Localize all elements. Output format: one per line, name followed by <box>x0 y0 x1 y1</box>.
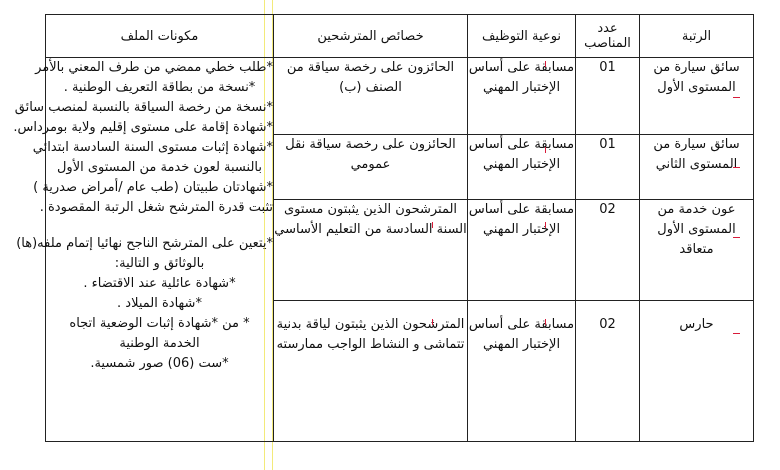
file-item: *شهادة إقامة على مستوى إقليم ولاية بومرداس. <box>13 120 273 135</box>
pen-mark <box>733 167 740 168</box>
file-spacer <box>46 218 273 234</box>
candidate-traits-cell: المترشحون الذين يثبتون لياقة بدنية تتماشى و النشاط الواجب ممارسته <box>274 301 468 442</box>
header-file-contents: مكونات الملف <box>46 15 274 58</box>
file-item: بالوثائق و التالية: <box>114 256 205 271</box>
pen-mark <box>545 319 546 325</box>
file-item: *نسخة من بطاقة التعريف الوطنية . <box>63 80 256 95</box>
rank-cell: عون خدمة من المستوى الأول متعاقد <box>640 200 754 301</box>
file-item: *شهادتان طبيتان (طب عام /أمراض صدرية ) <box>33 180 273 195</box>
recruitment-type-cell: مسابقة على أساس الإختبار المهني <box>468 135 576 200</box>
candidate-traits-cell: المترشحون الذين يثبتون مستوى السنة السادسة من التعليم الأساسي <box>274 200 468 301</box>
header-rank: الرتبة <box>640 15 754 58</box>
count-cell: 01 <box>576 58 640 135</box>
pen-mark <box>733 97 740 98</box>
table-header-row <box>46 15 754 58</box>
pen-mark <box>733 237 740 238</box>
file-item: *ست (06) صور شمسية. <box>90 356 229 371</box>
file-item: * من *شهادة إثبات الوضعية اتجاه <box>69 316 250 331</box>
file-item: *شهادة إثبات مستوى السنة السادسة ابتدائي <box>32 140 273 155</box>
candidate-traits-cell: الحائزون على رخصة سياقة من الصنف (ب) <box>274 58 468 135</box>
file-item: *نسخة من رخصة السياقة بالنسبة لمنصب سائق <box>14 100 273 115</box>
file-item: الخدمة الوطنية <box>119 336 200 351</box>
file-item: تثبت قدرة المترشح شغل الرتبة المقصودة . <box>39 200 273 215</box>
header-count: عدد المناصب <box>576 15 640 58</box>
pen-mark <box>733 333 740 334</box>
recruitment-type-cell: مسابقة على أساس الإختبار المهني <box>468 58 576 135</box>
count-cell: 01 <box>576 135 640 200</box>
pen-mark <box>545 222 546 228</box>
count-cell: 02 <box>576 301 640 442</box>
pen-mark <box>432 319 433 325</box>
pen-mark <box>432 222 433 228</box>
header-candidate-traits: خصائص المترشحين <box>274 15 468 58</box>
rank-cell: حارس <box>640 301 754 442</box>
file-item: بالنسبة لعون خدمة من المستوى الأول <box>56 160 262 175</box>
file-item: *طلب خطي ممضي من طرف المعني بالأمر <box>35 60 273 75</box>
file-item: *شهادة عائلية عند الاقتضاء . <box>83 276 236 291</box>
rank-cell: سائق سيارة من المستوى الثاني <box>640 135 754 200</box>
file-contents-cell <box>13 58 274 442</box>
table-row <box>46 58 754 135</box>
recruitment-type-cell: مسابقة على أساس الإختبار المهني <box>468 301 576 442</box>
count-cell: 02 <box>576 200 640 301</box>
recruitment-table <box>13 14 754 442</box>
rank-cell: سائق سيارة من المستوى الأول <box>640 58 754 135</box>
pen-mark <box>545 61 546 67</box>
pen-mark <box>545 147 546 153</box>
recruitment-type-cell: مسابقة على أساس الإختبار المهني <box>468 200 576 301</box>
header-recruitment-type: نوعية التوظيف <box>468 15 576 58</box>
file-item: *يتعين على المترشح الناجح نهائيا إتمام ملفه(ها) <box>16 236 273 251</box>
file-item: *شهادة الميلاد . <box>117 296 202 311</box>
candidate-traits-cell: الحائزون على رخصة سياقة نقل عمومي <box>274 135 468 200</box>
